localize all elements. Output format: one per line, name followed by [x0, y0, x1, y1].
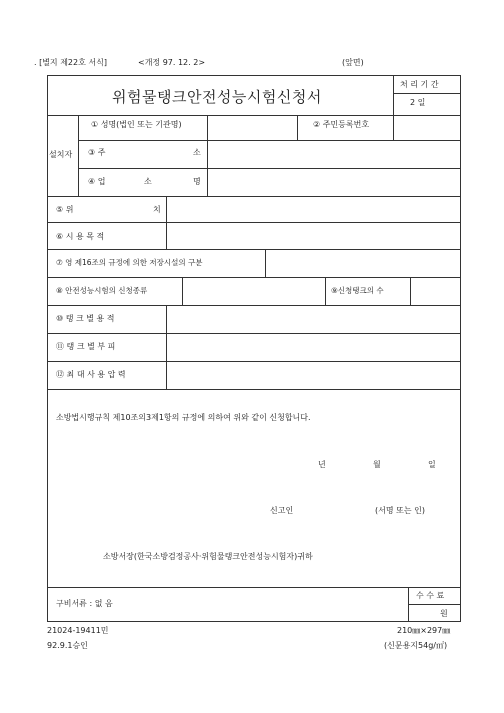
location-label: ⑤ 위 — [56, 205, 74, 214]
date-year: 년 — [318, 460, 326, 469]
date-month: 월 — [373, 460, 381, 469]
address-label-end: 소 — [193, 148, 201, 157]
required-documents: 구비서류 : 없 음 — [56, 599, 113, 608]
tank-count-label: ⑨신청탱크의 수 — [331, 286, 384, 295]
paper-size: 210㎜×297㎜ — [397, 626, 451, 635]
date-day: 일 — [428, 460, 436, 469]
sign-or-seal: (서명 또는 인) — [375, 506, 425, 515]
max-pressure-label: ⑫ 최 대 사 용 압 력 — [56, 370, 126, 379]
form-title: 위험물탱크안전성능시험신청서 — [112, 88, 322, 106]
business-label-end: 명 — [193, 177, 201, 186]
revision-note: <개정 97. 12. 2> — [138, 58, 206, 67]
name-label: ① 성명(법인 또는 기관명) — [91, 120, 182, 129]
purpose-label: ⑥ 시 용 목 적 — [56, 232, 105, 241]
fee-label: 수 수 료 — [416, 591, 445, 600]
declaration-statement: 소방법시행규칙 제10조의3제1항의 규정에 의하여 위와 같이 신청합니다. — [56, 413, 311, 422]
tank-volume-label: ⑪ 탱 크 별 부 피 — [56, 342, 116, 351]
applicant-section-label: 설치자 — [49, 150, 73, 159]
approval-date: 92.9.1승인 — [47, 641, 88, 650]
business-label: ④ 업 — [88, 177, 106, 186]
processing-period-label: 처 리 기 간 — [400, 80, 439, 89]
applicant-signature-label: 신고인 — [270, 506, 294, 515]
form-code: 21024-19411민 — [47, 626, 109, 635]
page-side: (앞면) — [342, 58, 364, 67]
location-label-end: 치 — [153, 205, 161, 214]
paper-type: (신문용지54g/㎡) — [384, 641, 448, 650]
address-label: ③ 주 — [88, 148, 106, 157]
addressee: 소방서장(한국소방검정공사·위험물탱크안전성능시험자)귀하 — [103, 552, 313, 561]
tank-capacity-label: ⑩ 탱 크 별 용 적 — [56, 314, 115, 323]
test-type-label: ⑧ 안전성능시험의 신청종류 — [56, 286, 148, 295]
fee-unit: 원 — [440, 609, 448, 618]
rrn-label: ② 주민등록번호 — [313, 120, 370, 129]
form-number: . [별지 제22호 서식] — [34, 58, 107, 67]
storage-class-label: ⑦ 영 제16조의 규정에 의한 저장시설의 구분 — [56, 258, 203, 267]
processing-period-value: 2 일 — [410, 98, 426, 107]
business-label-mid: 소 — [144, 177, 152, 186]
